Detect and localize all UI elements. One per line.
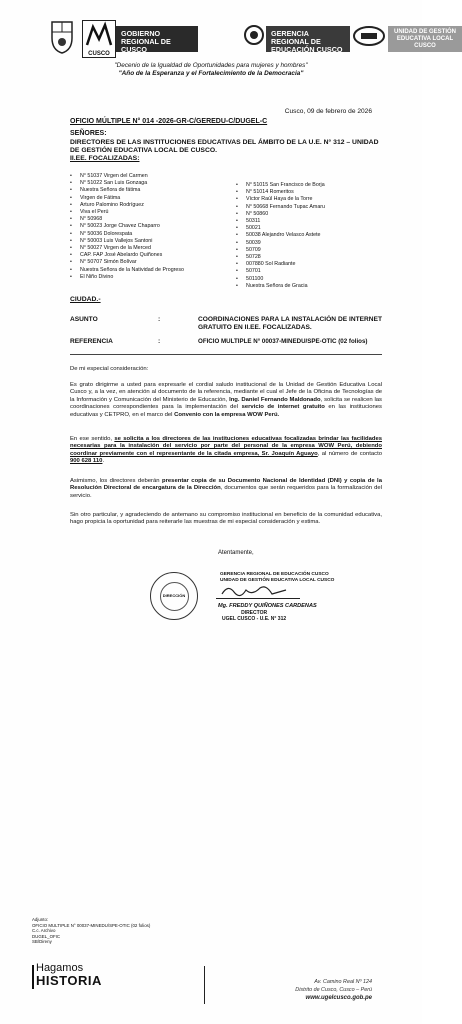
school-item: • 50709 (236, 247, 325, 254)
signature-line-1: GERENCIA REGIONAL DE EDUCACIÓN CUSCO (220, 572, 329, 577)
school-item: • Arturo Palomino Rodríguez (70, 202, 184, 209)
ciudad-label: CIUDAD.- (70, 296, 101, 303)
school-item: • N° 50003 Luis Vallejos Santoni (70, 238, 184, 245)
school-item: • N° 51015 San Francisco de Borja (236, 182, 325, 189)
referencia-label: REFERENCIA (70, 338, 113, 345)
peru-crest-icon (48, 20, 76, 54)
school-item: • Nuestra Señora de Gracia (236, 283, 325, 290)
address-line: Av. Camino Real Nº 124 (314, 979, 372, 985)
school-item: • 50701 (236, 268, 325, 275)
schools-list-left (70, 173, 184, 281)
p1-e: en las instituciones educativas y CETPRO, en el marco del (70, 404, 382, 418)
p2-b: se solicita a los directores de las instituciones educativas focalizadas brindar las facilidades necesarias para la instalación del servicio por parte del personal de la empresa WOW Perú, debiendo coordinar previamente con el representante de la citada empresa, Sr. Joaquín Aguayo (70, 436, 382, 457)
p2-a: En ese sentido, (70, 436, 115, 442)
paragraph-2 (70, 436, 382, 466)
asunto-label: ASUNTO (70, 316, 98, 323)
school-item: • Víctor Raúl Haya de la Torre (236, 196, 325, 203)
cusco-logo (82, 20, 116, 58)
dugel-code: DUGEL_OFIC (32, 933, 61, 939)
signature-line (216, 598, 300, 599)
p1-a: Es grato dirigirme a usted para expresarle el cordial saludo institucional de la Unidad de Gestión Educativa Local Cusco y, a la vez, en atención al documento de la referencia, mediante el cual el Jefe de la Oficina de Tecnologías de la Información y Comunicación del Ministerio de Educación, (70, 382, 382, 403)
website-link[interactable]: www.ugelcusco.gob.pe (305, 995, 372, 1001)
school-item: • 501100 (236, 276, 325, 283)
recipients (70, 139, 380, 163)
school-item: • Virgen de Fátima (70, 195, 184, 202)
logo-bar (32, 965, 34, 989)
school-item: • N° 51022 San Luis Gonzaga (70, 180, 184, 187)
signer-role-block (222, 610, 286, 622)
footer-address (295, 978, 372, 1002)
asunto-text: COORDINACIONES PARA LA INSTALACIÓN DE INTERNET GRATUITO EN II.EE. FOCALIZADAS. (198, 316, 382, 331)
motto-line-2: "Año de la Esperanza y el Fortalecimiento de la Democracia" (118, 70, 304, 77)
school-item: • N° 50707 Simón Bolívar (70, 259, 184, 266)
schools-list-right (236, 182, 325, 290)
school-item: • Viva el Perú (70, 209, 184, 216)
school-item: • 007880 Sol Radiante (236, 261, 325, 268)
letterhead (48, 18, 456, 64)
ugel-logo-icon (352, 26, 386, 46)
adjunto-ref: OFICIO MULTIPLE N° 00037-MINEDU/SPE-OTIC (02 folios) (32, 922, 151, 928)
hagamos-historia-logo (36, 963, 102, 987)
school-item: • 50311 (236, 218, 325, 225)
stamp-text: DIRECCIÓN (162, 593, 186, 598)
p3-b: presentar copia de su Documento Nacional de Identidad (DNI) y copia de la Resolución Directoral de encargatura de la Dirección (70, 478, 382, 492)
paragraph-1 (70, 382, 382, 419)
school-item: • N° 50036 Dolorespata (70, 231, 184, 238)
brand-line-1: Hagamos (36, 962, 84, 974)
school-item: • N° 51014 Romeritos (236, 189, 325, 196)
referencia-colon: : (158, 338, 161, 345)
divider (70, 354, 382, 355)
footer-distribution (32, 917, 150, 945)
brand-line-2: HISTORIA (36, 973, 102, 988)
author-code: SB/Direny (32, 939, 52, 945)
asunto-row (70, 316, 382, 336)
p1-b: Ing. Daniel Fernando Maldonado (229, 396, 321, 403)
document-date: Cusco, 09 de febrero de 2026 (284, 108, 372, 115)
p2-e: . (102, 458, 105, 465)
recipients-text: DIRECTORES DE LAS INSTITUCIONES EDUCATIVAS DEL ÁMBITO DE LA U.E. N° 312 – UNIDAD DE GESTIÓN EDUCATIVA LOCAL DE CUSCO. (70, 139, 379, 154)
focalizadas-label: II.EE. FOCALIZADAS: (70, 155, 140, 162)
district-line: Distrito de Cusco, Cusco – Perú (295, 987, 372, 993)
motto (0, 62, 422, 78)
p1-c: , solicita se realicen las coordinaciones correspondientes para la implementación del (70, 396, 382, 411)
school-item: • 50039 (236, 240, 325, 247)
referencia-row (70, 338, 382, 348)
greeting: De mi especial consideración: (70, 366, 149, 372)
school-item: • Nuestra Señora de fátima (70, 187, 184, 194)
official-stamp (150, 572, 198, 620)
adjunto-label: Adjunto: (32, 917, 49, 922)
school-item: • N° 50023 Jorge Chavez Chaparro (70, 223, 184, 230)
p1-d: servicio de internet gratuito (241, 404, 325, 411)
school-item: • N° 50027 Virgen de la Merced (70, 245, 184, 252)
closing: Atentamente, (218, 550, 254, 556)
asunto-colon: : (158, 316, 161, 323)
motto-line-1: "Decenio de la Igualdad de Oportunidades para mujeres y hombres" (114, 62, 308, 69)
school-item: • N° 50968 (70, 216, 184, 223)
p2-d: 900 628 110 (70, 458, 103, 465)
gerencia-seal-icon (244, 24, 264, 46)
cc-label: C.c. Archivo (32, 928, 56, 934)
gobierno-regional-label: GOBIERNO REGIONAL DE CUSCO (116, 26, 198, 52)
school-item: • CAP. FAP José Abelardo Quiñones (70, 252, 184, 259)
cusco-logo-text: CUSCO (83, 51, 115, 57)
paragraph-4: Sin otro particular, y agradeciendo de antemano su compromiso institucional en beneficio de la comunidad educativa, hago propicia la oportunidad para reiterarle las muestras de mi especial consideración y estima. (70, 512, 382, 526)
footer-divider (204, 966, 205, 1004)
school-item: • 50021 (236, 225, 325, 232)
school-item: • N° 50860 (236, 211, 325, 218)
paragraph-3 (70, 478, 382, 500)
school-item: • 50038 Alejandro Velasco Astete (236, 232, 325, 239)
signature-line-2: UNIDAD DE GESTIÓN EDUCATIVA LOCAL CUSCO (220, 578, 335, 583)
oficio-number: OFICIO MÚLTIPLE N° 014 -2026-GR-C/GEREDU-C/DUGEL-C (70, 118, 268, 125)
p1-f: Convenio con la empresa WOW Perú. (174, 411, 280, 418)
school-item: • N° 50668 Fernando Tupac Amaru (236, 204, 325, 211)
senores-heading: SEÑORES: (70, 130, 107, 137)
ugel-label: UNIDAD DE GESTIÓN EDUCATIVA LOCAL CUSCO (388, 26, 462, 52)
school-item: • El Niño Divino (70, 274, 184, 281)
school-item: • 50728 (236, 254, 325, 261)
referencia-text: OFICIO MULTIPLE N° 00037-MINEDU/SPE-OTIC (02 folios) (198, 338, 368, 345)
signer-role: DIRECTOR (241, 610, 268, 616)
signer-name: Mg. FREDDY QUIÑONES CARDENAS (218, 603, 317, 609)
school-item: • N° 51037 Virgen del Carmen (70, 173, 184, 180)
gerencia-regional-label: GERENCIA REGIONAL DE EDUCACIÓN CUSCO (266, 26, 350, 52)
p3-a: Asimismo, los directores deberán (70, 478, 162, 484)
p3-c: , documentos que serán requeridos para la formalización del servicio. (70, 485, 383, 499)
p2-c: , al número de contacto (317, 450, 383, 457)
school-item: • Nuestra Señora de la Natividad de Progreso (70, 267, 184, 274)
signer-unit: UGEL CUSCO - U.E. N° 312 (222, 616, 287, 622)
